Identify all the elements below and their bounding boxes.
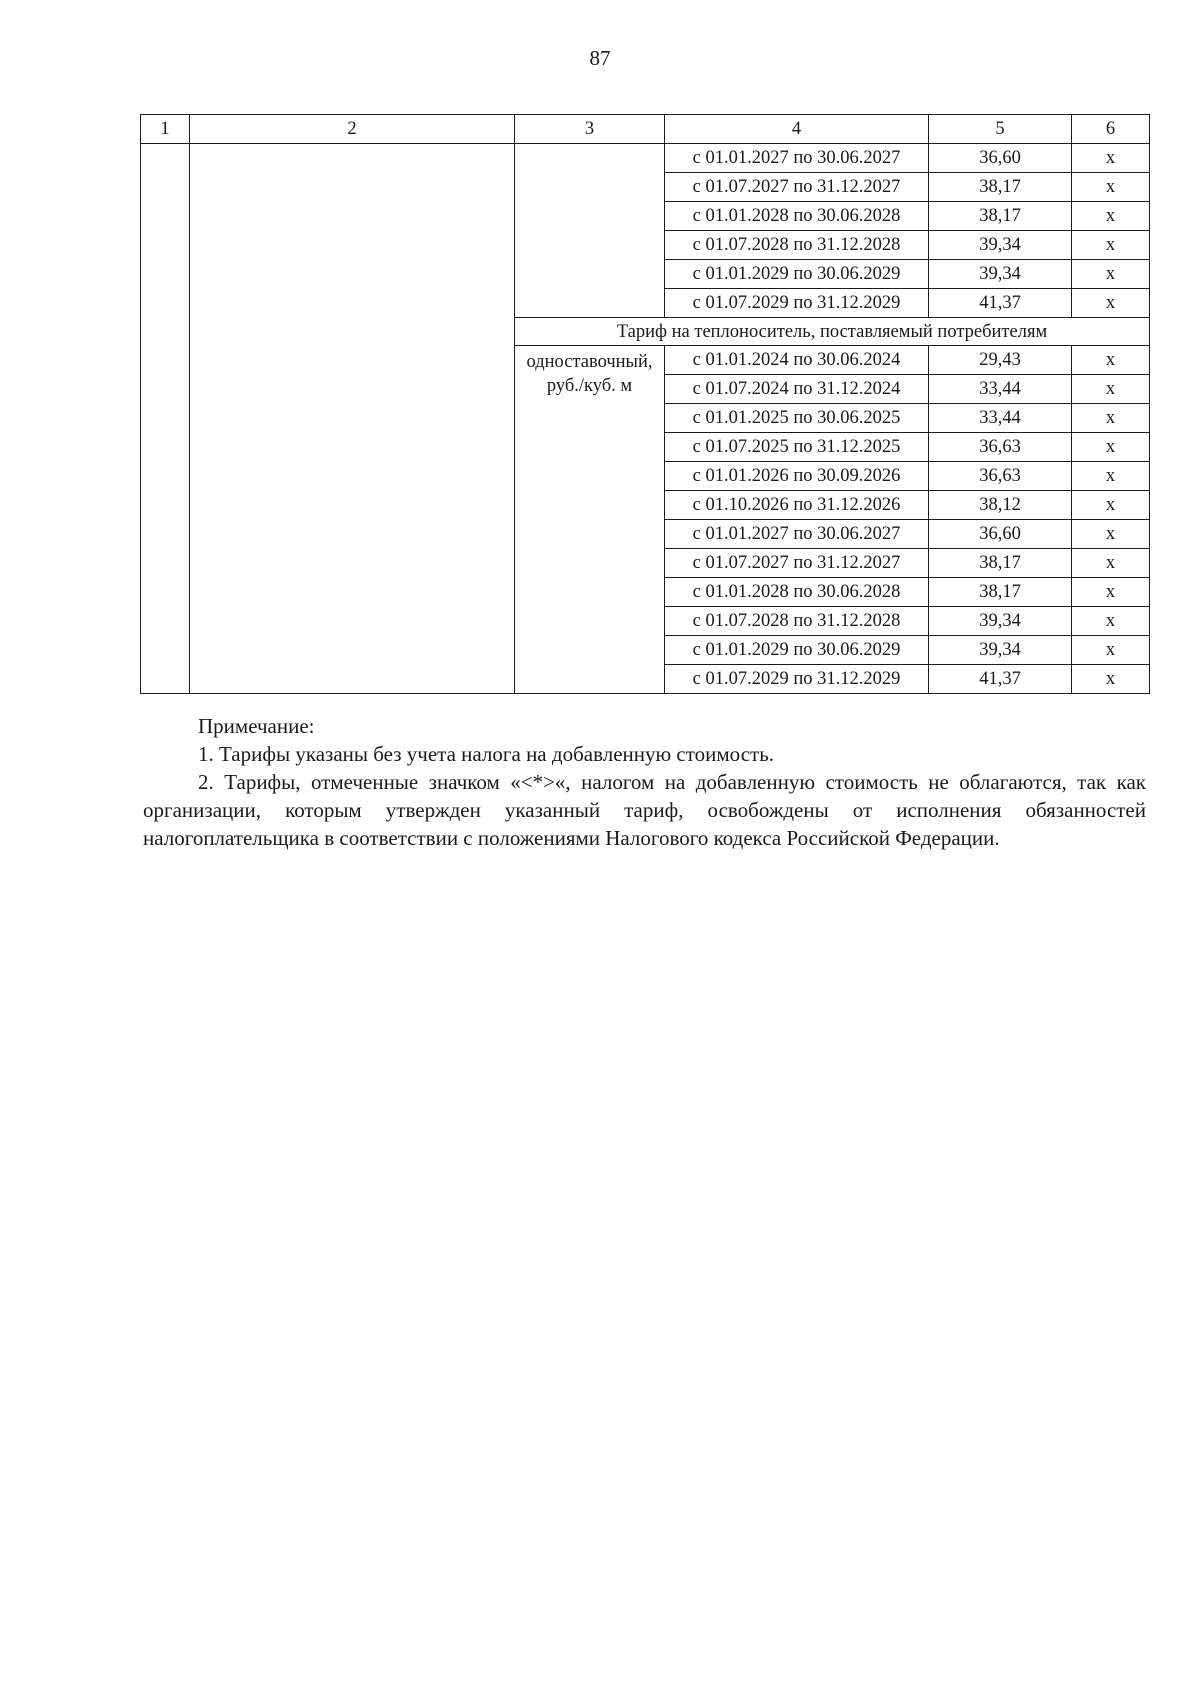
header-cell: 6 — [1072, 115, 1150, 144]
value-cell: 39,34 — [929, 636, 1072, 665]
value-cell: 38,17 — [929, 549, 1072, 578]
header-cell: 5 — [929, 115, 1072, 144]
period-cell: с 01.10.2026 по 31.12.2026 — [665, 491, 929, 520]
mark-cell: х — [1072, 202, 1150, 231]
mark-cell: х — [1072, 404, 1150, 433]
value-cell: 39,34 — [929, 231, 1072, 260]
value-cell: 29,43 — [929, 346, 1072, 375]
notes-title: Примечание: — [198, 714, 315, 738]
tariff-table-body — [141, 115, 1150, 694]
period-cell: с 01.07.2027 по 31.12.2027 — [665, 173, 929, 202]
period-cell: с 01.07.2028 по 31.12.2028 — [665, 231, 929, 260]
notes-block — [143, 712, 1146, 852]
value-cell: 39,34 — [929, 260, 1072, 289]
mark-cell: х — [1072, 636, 1150, 665]
mark-cell: х — [1072, 462, 1150, 491]
period-cell: с 01.07.2027 по 31.12.2027 — [665, 549, 929, 578]
header-cell: 2 — [190, 115, 515, 144]
mark-cell: х — [1072, 520, 1150, 549]
period-cell: с 01.01.2024 по 30.06.2024 — [665, 346, 929, 375]
mark-cell: х — [1072, 231, 1150, 260]
section-title: Тариф на теплоноситель, поставляемый потребителям — [515, 318, 1150, 346]
unit-type: одноставочный, — [526, 352, 653, 372]
mark-cell: х — [1072, 375, 1150, 404]
value-cell: 38,17 — [929, 173, 1072, 202]
mark-cell: х — [1072, 289, 1150, 318]
period-cell: с 01.01.2025 по 30.06.2025 — [665, 404, 929, 433]
value-cell: 33,44 — [929, 404, 1072, 433]
value-cell: 38,17 — [929, 202, 1072, 231]
period-cell: с 01.07.2025 по 31.12.2025 — [665, 433, 929, 462]
table-header-row — [141, 115, 1150, 144]
value-cell: 39,34 — [929, 607, 1072, 636]
value-cell: 33,44 — [929, 375, 1072, 404]
note-item: 2. Тарифы, отмеченные значком «<*>«, налогом на добавленную стоимость не облагаются, так как организации, которым утвержден указанный тариф, освобождены от исполнения обязанностей налогоплательщика в соответствии с положениями Налогового кодекса Российской Федерации. — [143, 770, 1146, 850]
period-cell: с 01.07.2029 по 31.12.2029 — [665, 289, 929, 318]
value-cell: 41,37 — [929, 665, 1072, 694]
value-cell: 36,60 — [929, 520, 1072, 549]
table-row — [141, 144, 1150, 173]
period-cell: с 01.01.2026 по 30.09.2026 — [665, 462, 929, 491]
header-cell: 4 — [665, 115, 929, 144]
col1-blank-cell — [141, 144, 190, 694]
mark-cell: х — [1072, 665, 1150, 694]
period-cell: с 01.01.2028 по 30.06.2028 — [665, 202, 929, 231]
col2-blank-cell — [190, 144, 515, 694]
period-cell: с 01.07.2024 по 31.12.2024 — [665, 375, 929, 404]
period-cell: с 01.01.2029 по 30.06.2029 — [665, 636, 929, 665]
unit-measure: руб./куб. м — [546, 376, 633, 396]
period-cell: с 01.01.2029 по 30.06.2029 — [665, 260, 929, 289]
page-number: 87 — [589, 46, 611, 70]
value-cell: 38,12 — [929, 491, 1072, 520]
mark-cell: х — [1072, 433, 1150, 462]
header-cell: 3 — [515, 115, 665, 144]
value-cell: 36,60 — [929, 144, 1072, 173]
mark-cell: х — [1072, 578, 1150, 607]
period-cell: с 01.07.2029 по 31.12.2029 — [665, 665, 929, 694]
value-cell: 36,63 — [929, 462, 1072, 491]
value-cell: 36,63 — [929, 433, 1072, 462]
mark-cell: х — [1072, 260, 1150, 289]
unit-cell — [515, 346, 665, 694]
mark-cell: х — [1072, 607, 1150, 636]
mark-cell: х — [1072, 549, 1150, 578]
period-cell: с 01.07.2028 по 31.12.2028 — [665, 607, 929, 636]
period-cell: с 01.01.2027 по 30.06.2027 — [665, 520, 929, 549]
period-cell: с 01.01.2028 по 30.06.2028 — [665, 578, 929, 607]
mark-cell: х — [1072, 491, 1150, 520]
mark-cell: х — [1072, 144, 1150, 173]
value-cell: 38,17 — [929, 578, 1072, 607]
tariff-table — [140, 114, 1150, 694]
period-cell: с 01.01.2027 по 30.06.2027 — [665, 144, 929, 173]
note-item: 1. Тарифы указаны без учета налога на добавленную стоимость. — [198, 742, 775, 766]
value-cell: 41,37 — [929, 289, 1072, 318]
col3-blank-cell — [515, 144, 665, 318]
header-cell: 1 — [141, 115, 190, 144]
mark-cell: х — [1072, 346, 1150, 375]
mark-cell: х — [1072, 173, 1150, 202]
